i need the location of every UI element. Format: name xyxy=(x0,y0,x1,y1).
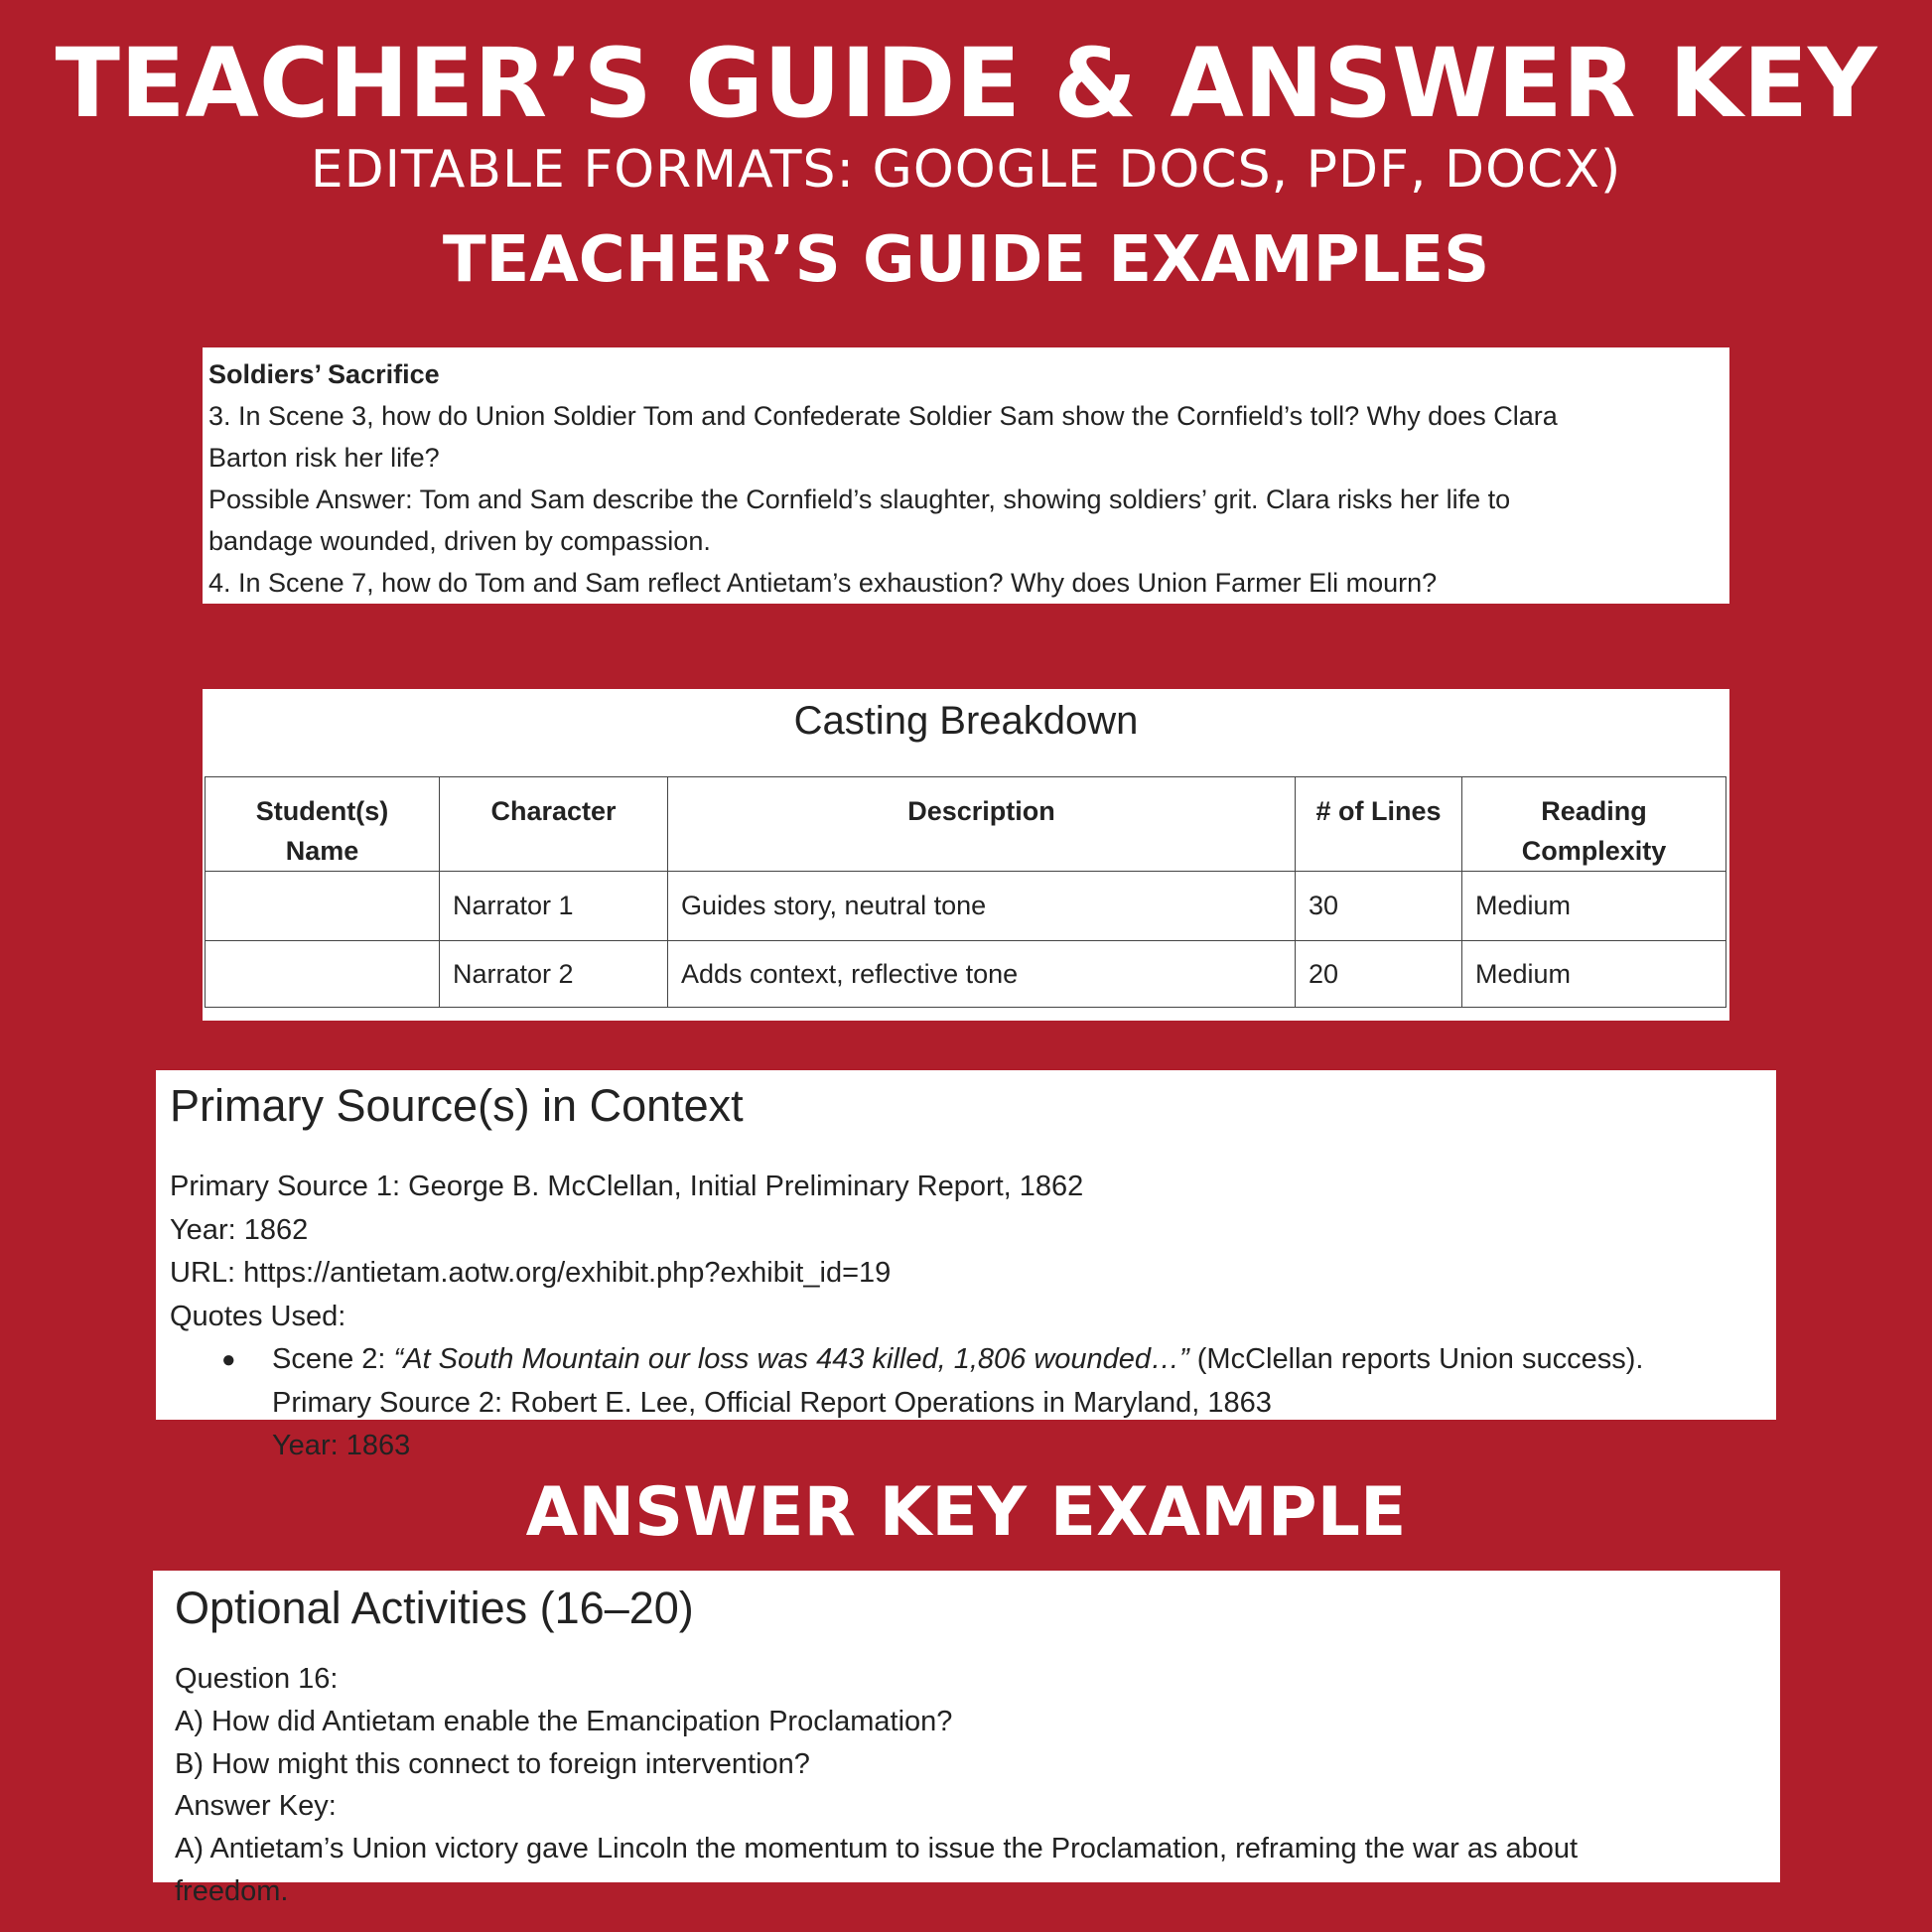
cell-student xyxy=(206,941,440,1008)
source-line: Primary Source 1: George B. McClellan, Initial Preliminary Report, 1862 xyxy=(170,1171,1084,1202)
source-line: Primary Source 2: Robert E. Lee, Official Report Operations in Maryland, 1863 xyxy=(272,1386,1272,1419)
guide-examples-heading: TEACHER’S GUIDE EXAMPLES xyxy=(442,223,1490,297)
header-text: Name xyxy=(285,836,359,866)
formats-subtitle: EDITABLE FORMATS: GOOGLE DOCS, PDF, DOCX) xyxy=(310,140,1622,200)
casting-table xyxy=(205,776,1726,1008)
sources-body xyxy=(170,1166,1643,1468)
header-reading-complexity xyxy=(1462,777,1726,872)
optional-activities-panel xyxy=(153,1571,1780,1907)
cell-character: Narrator 2 xyxy=(440,941,668,1008)
cell-character: Narrator 1 xyxy=(440,872,668,941)
cell-student xyxy=(206,872,440,941)
bullet-quote: “At South Mountain our loss was 443 killed, 1,806 wounded…” xyxy=(393,1343,1189,1375)
soldiers-sacrifice-panel xyxy=(203,347,1729,604)
primary-sources-panel xyxy=(156,1070,1776,1461)
quote-bullet xyxy=(170,1338,1643,1382)
main-title: TEACHER’S GUIDE & ANSWER KEY xyxy=(55,28,1877,139)
cell-complexity: Medium xyxy=(1462,872,1726,941)
activities-body xyxy=(175,1658,1578,1913)
bullet-prefix: Scene 2: xyxy=(272,1343,394,1375)
question-label: Question 16: xyxy=(175,1663,339,1695)
question-part-b: B) How might this connect to foreign intervention? xyxy=(175,1747,810,1780)
cut-off-line: freedom. xyxy=(175,1874,289,1907)
bullet-icon: ● xyxy=(221,1346,236,1373)
header-lines: # of Lines xyxy=(1296,777,1462,872)
header-text: Reading xyxy=(1541,796,1647,826)
header-text: Complexity xyxy=(1521,836,1667,866)
header-text: Student(s) xyxy=(255,796,389,826)
year-line: Year: 1862 xyxy=(170,1213,309,1246)
cell-lines: 30 xyxy=(1296,872,1462,941)
casting-title: Casting Breakdown xyxy=(793,699,1139,743)
cut-off-line: Year: 1863 xyxy=(272,1430,411,1461)
table-row xyxy=(206,872,1726,941)
quotes-label: Quotes Used: xyxy=(170,1300,346,1332)
bullet-suffix: (McClellan reports Union success). xyxy=(1188,1343,1644,1375)
answer-part-a: A) Antietam’s Union victory gave Lincoln the momentum to issue the Proclamation, reframing the war as about xyxy=(175,1833,1579,1865)
question-line: 4. In Scene 7, how do Tom and Sam reflect Antietam’s exhaustion? Why does Union Farmer Eli mourn? xyxy=(208,568,1438,598)
header-character: Character xyxy=(440,777,668,872)
question-part-a: A) How did Antietam enable the Emancipation Proclamation? xyxy=(175,1705,953,1737)
cell-description: Adds context, reflective tone xyxy=(668,941,1296,1008)
sources-title: Primary Source(s) in Context xyxy=(170,1080,744,1131)
casting-breakdown-panel xyxy=(203,689,1729,1021)
header-description: Description xyxy=(668,777,1296,872)
cell-complexity: Medium xyxy=(1462,941,1726,1008)
table-header-row xyxy=(206,777,1726,872)
table-row xyxy=(206,941,1726,1008)
answer-line: bandage wounded, driven by compassion. xyxy=(208,526,711,556)
url-line: URL: https://antietam.aotw.org/exhibit.php?exhibit_id=19 xyxy=(170,1257,892,1289)
cell-lines: 20 xyxy=(1296,941,1462,1008)
cell-description: Guides story, neutral tone xyxy=(668,872,1296,941)
question-line: Barton risk her life? xyxy=(208,443,440,473)
section-title: Soldiers’ Sacrifice xyxy=(208,359,440,389)
header-student-name xyxy=(206,777,440,872)
question-line: 3. In Scene 3, how do Union Soldier Tom and Confederate Soldier Sam show the Cornfield’s toll? Why does Clara xyxy=(208,401,1558,431)
answer-key-label: Answer Key: xyxy=(175,1790,337,1823)
answer-line: Possible Answer: Tom and Sam describe the Cornfield’s slaughter, showing soldiers’ grit. Clara risks her life to xyxy=(208,484,1511,514)
activities-title: Optional Activities (16–20) xyxy=(175,1583,694,1633)
answer-key-heading: ANSWER KEY EXAMPLE xyxy=(525,1473,1407,1552)
